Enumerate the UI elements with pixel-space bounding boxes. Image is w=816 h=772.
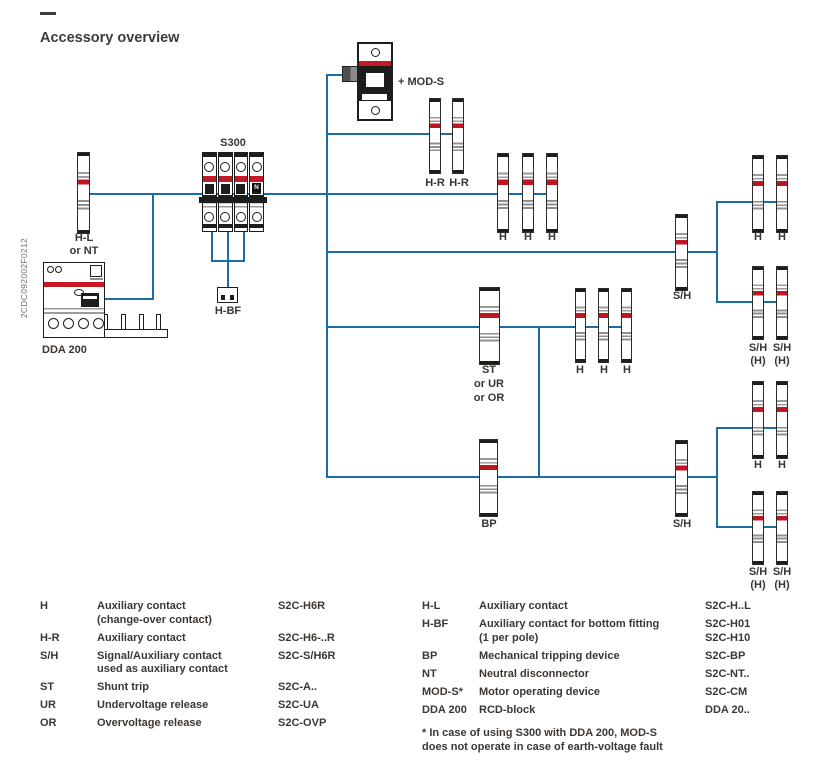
legend-footnote: * In case of using S300 with DDA 200, MOD-S does not operate in case of earth-voltage fault xyxy=(422,727,663,753)
strip-h-l xyxy=(77,152,90,234)
line-to-h-bf xyxy=(227,262,229,288)
label-s-h: S/H xyxy=(672,290,692,302)
busbar-pin xyxy=(156,314,161,330)
legend-row xyxy=(40,717,410,731)
label-or-or: or OR xyxy=(473,392,505,404)
legend-row xyxy=(40,699,410,713)
label-s-h: S/H xyxy=(772,566,792,578)
line-s300-drop-2 xyxy=(227,232,229,262)
strip-h-1 xyxy=(497,153,509,233)
legend-type: DDA 20.. xyxy=(705,703,750,716)
label-s300: S300 xyxy=(220,137,246,149)
legend-abbr: H-L xyxy=(422,600,441,612)
legend-abbr: NT xyxy=(422,667,437,680)
legend-row xyxy=(422,686,802,700)
legend-abbr: DDA 200 xyxy=(422,703,467,716)
legend-abbr: H-R xyxy=(40,631,60,644)
label-h-r: H-R xyxy=(449,177,469,189)
legend-abbr: H xyxy=(40,600,48,612)
strip-h-r-1 xyxy=(429,98,441,174)
label-st: ST xyxy=(481,364,497,376)
legend-type: S2C-CM xyxy=(705,685,748,698)
breaker-pole xyxy=(202,152,217,232)
strip-s-h-h-bottom-1 xyxy=(752,491,764,565)
line-bottom-h-pair xyxy=(718,427,782,429)
legend-description: Neutral disconnector xyxy=(479,667,590,680)
label-s-h: S/H xyxy=(672,518,692,530)
label-bp: BP xyxy=(481,518,497,530)
breaker-pole xyxy=(218,152,233,232)
legend-row xyxy=(40,600,410,627)
label-h: H xyxy=(548,231,556,243)
label-dda-200: DDA 200 xyxy=(42,344,87,356)
legend-row xyxy=(40,681,410,695)
dda-busbar-rail xyxy=(95,329,168,338)
test-button xyxy=(90,265,102,277)
legend-abbr: S/H xyxy=(40,649,59,662)
strip-s-h-top xyxy=(675,214,688,291)
mod-s-plug xyxy=(342,66,358,82)
legend-table-right xyxy=(422,600,802,754)
label-h: H xyxy=(524,231,532,243)
legend-description: Mechanical tripping device xyxy=(479,649,620,662)
label-s-h: S/H xyxy=(772,342,792,354)
strip-h-4 xyxy=(575,288,586,363)
neutral-pole-badge: N xyxy=(252,183,261,192)
legend-description: Signal/Auxiliary contact used as auxiliary contact xyxy=(97,649,228,675)
line-row-s-h-top xyxy=(328,251,717,253)
legend-type: S2C-UA xyxy=(278,699,319,711)
legend-type: S2C-H01 S2C-H10 xyxy=(705,618,751,644)
line-s300-drop-1 xyxy=(211,232,213,262)
legend-row xyxy=(422,650,802,664)
strip-s-h-h-top-1 xyxy=(752,266,764,340)
strip-s-h-h-bottom-2 xyxy=(776,491,788,565)
legend-description: Shunt trip xyxy=(97,681,149,693)
strip-h-r-2 xyxy=(452,98,464,174)
label-or-nt: or NT xyxy=(69,245,99,257)
document-number: 2CDC092002F0212 xyxy=(19,238,29,319)
legend-type: S2C-H6-..R xyxy=(278,631,335,644)
legend-row xyxy=(422,704,802,718)
line-left-drop xyxy=(152,195,154,300)
label-h: H xyxy=(778,459,786,471)
dda-200-device xyxy=(43,262,105,338)
strip-s-h-h-top-2 xyxy=(776,266,788,340)
label-h-r: H-R xyxy=(425,177,445,189)
legend-type: S2C-NT.. xyxy=(705,667,750,680)
s300-breaker xyxy=(202,152,264,232)
breaker-pole-neutral xyxy=(249,152,264,232)
strip-h-top-right-1 xyxy=(752,155,764,233)
strip-h-bottom-right-2 xyxy=(776,381,788,459)
label-h: H xyxy=(623,364,631,376)
label-h-l: H-L xyxy=(74,232,94,244)
strip-st-ur-or xyxy=(479,287,500,365)
label-h-sub: (H) xyxy=(750,579,766,591)
title-dash xyxy=(40,12,56,15)
legend-row xyxy=(40,650,410,677)
strip-h-3 xyxy=(546,153,558,233)
strip-h-6 xyxy=(621,288,632,363)
label-h: H xyxy=(600,364,608,376)
legend-description: Overvoltage release xyxy=(97,717,202,729)
legend-row xyxy=(40,632,410,646)
label-h: H xyxy=(754,459,762,471)
label-h: H xyxy=(499,231,507,243)
label-or-ur: or UR xyxy=(474,378,504,390)
legend-abbr: ST xyxy=(40,681,55,693)
line-branch-top xyxy=(716,201,718,303)
legend-description: RCD-block xyxy=(479,703,536,716)
legend-type: S2C-BP xyxy=(705,649,746,662)
strip-s-h-bottom xyxy=(675,440,688,517)
strip-bp xyxy=(479,439,498,517)
line-to-dda xyxy=(105,298,152,300)
line-bottom-shh-pair xyxy=(718,526,782,528)
strip-h-top-right-2 xyxy=(776,155,788,233)
line-dropper xyxy=(538,328,540,478)
page-title: Accessory overview xyxy=(40,30,180,46)
legend-abbr: UR xyxy=(40,699,56,711)
label-h-sub: (H) xyxy=(774,355,790,367)
legend-row xyxy=(422,618,802,645)
label-mod-s: + MOD-S xyxy=(398,76,445,88)
line-top-h-pair xyxy=(718,201,782,203)
strip-h-5 xyxy=(598,288,609,363)
label-s-h: S/H xyxy=(748,342,768,354)
line-top-shh-pair xyxy=(718,301,782,303)
label-h-sub: (H) xyxy=(750,355,766,367)
line-branch-bottom xyxy=(716,427,718,528)
legend-type: S2C-A.. xyxy=(278,681,318,693)
rcd-switch xyxy=(81,293,99,307)
busbar-pin xyxy=(139,314,144,330)
legend-description: Undervoltage release xyxy=(97,699,209,711)
breaker-pole xyxy=(234,152,249,232)
legend-abbr: OR xyxy=(40,717,57,729)
line-s300-drop-3 xyxy=(243,232,245,262)
legend-abbr: MOD-S* xyxy=(422,685,463,698)
strip-h-2 xyxy=(522,153,534,233)
legend-description: Auxiliary contact (change-over contact) xyxy=(97,600,212,626)
legend-description: Auxiliary contact xyxy=(479,600,568,612)
legend-abbr: BP xyxy=(422,649,438,662)
label-h: H xyxy=(754,231,762,243)
legend-description: Auxiliary contact xyxy=(97,631,186,644)
label-s-h: S/H xyxy=(748,566,768,578)
legend-type: S2C-H6R xyxy=(278,600,326,612)
label-h: H xyxy=(576,364,584,376)
mod-s-device xyxy=(357,42,393,121)
line-row-bp xyxy=(328,476,717,478)
strip-h-bottom-right-1 xyxy=(752,381,764,459)
label-h-sub: (H) xyxy=(774,579,790,591)
legend-type: S2C-H..L xyxy=(705,600,751,612)
legend-type: S2C-OVP xyxy=(278,717,327,729)
legend-type: S2C-S/H6R xyxy=(278,649,336,662)
h-bf-device xyxy=(217,287,238,303)
label-h-bf: H-BF xyxy=(214,305,242,317)
legend-description: Motor operating device xyxy=(479,685,601,698)
legend-row xyxy=(422,668,802,682)
label-h: H xyxy=(778,231,786,243)
legend-description: Auxiliary contact for bottom fitting (1 per pole) xyxy=(479,618,660,644)
s300-busbar xyxy=(199,197,267,203)
legend-abbr: H-BF xyxy=(422,618,449,630)
busbar-pin xyxy=(121,314,126,330)
legend-row xyxy=(422,600,802,614)
legend-table-left xyxy=(40,600,410,735)
